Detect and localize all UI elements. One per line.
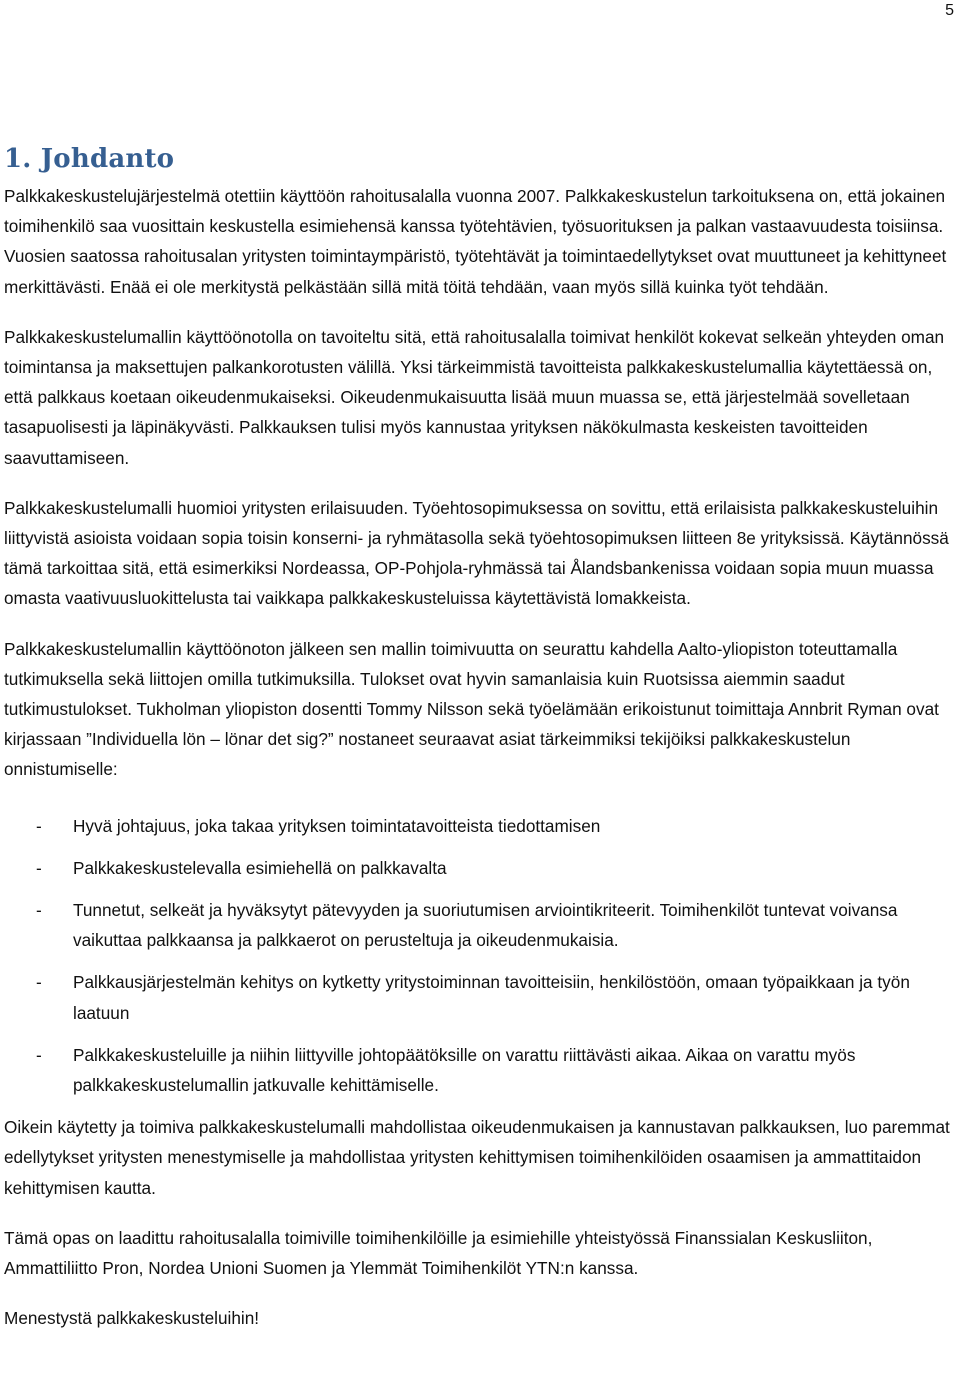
intro-paragraph-4: Palkkakeskustelumallin käyttöönoton jälkeen sen mallin toimivuutta on seurattu kahdella Aalto-yliopiston toteuttamalla tutkimuksella sekä liittojen omilla tutkimuksilla. Tulokset ovat hyvin samanlaisia kuin Ruotsissa aiemmin saadut tutkimustulokset. Tukholman yliopiston dosentti Tommy Nilsson sekä työelämään erikoistunut toimittaja Annbrit Ryman ovat kirjassaan ”Individuella lön – lönar det sig?” nostaneet seuraavat asiat tärkeimmiksi tekijöiksi palkkakeskustelun onnistumiselle: (4, 638, 939, 780)
list-item: - Palkkakeskustelevalla esimiehellä on palkkavalta (4, 853, 956, 883)
closing-greeting: Menestystä palkkakeskusteluihin! (4, 1308, 260, 1329)
closing-paragraph-2: Tämä opas on laadittu rahoitusalalla toimiville toimihenkilöille ja esimiehille yhteistyössä Finanssialan Keskusliiton, Ammattiliitto Pron, Nordea Unioni Suomen ja Ylemmät Toimihenkilöt YTN:n kanssa. (4, 1227, 873, 1279)
page-number: 5 (945, 2, 954, 19)
list-item: - Hyvä johtajuus, joka takaa yrityksen toimintatavoitteista tiedottamisen (4, 811, 956, 841)
intro-paragraph-2: Palkkakeskustelumallin käyttöönotolla on tavoiteltu sitä, että rahoitusalalla toimivat henkilöt kokevat selkeän yhteyden oman toimintansa ja maksettujen palkankorotusten välillä. Yksi tärkeimmistä tavoitteista palkkakeskustelumallia käytettäessä on, että palkkaus koetaan oikeudenmukaiseksi. Oikeudenmukaisuutta lisää muun muassa se, että järjestelmää sovelletaan tasapuolisesti ja läpinäkyvästi. Palkkauksen tulisi myös kannustaa yrityksen näkökulmasta keskeisten tavoitteiden saavuttamiseen. (4, 326, 945, 468)
section-heading: 1. Johdanto (4, 144, 175, 174)
success-factors-list (4, 811, 956, 1101)
list-item: - Palkkausjärjestelmän kehitys on kytketty yritystoiminnan tavoitteisiin, henkilöstöön, omaan työpaikkaan ja työn laatuun (4, 967, 956, 1027)
list-item: - Palkkakeskusteluille ja niihin liittyville johtopäätöksille on varattu riittävästi aikaa. Aikaa on varattu myös palkkakeskustelumallin jatkuvalle kehittämiselle. (4, 1040, 956, 1100)
closing-paragraph-1: Oikein käytetty ja toimiva palkkakeskustelumalli mahdollistaa oikeudenmukaisen ja kannustavan palkkauksen, luo paremmat edellytykset yritysten menestymiselle ja mahdollistaa yritysten kehittymisen toimihenkilöiden osaamisen ja ammattitaidon kehittymisen kautta. (4, 1117, 950, 1198)
intro-paragraph-1: Palkkakeskustelujärjestelmä otettiin käyttöön rahoitusalalla vuonna 2007. Palkkakeskustelun tarkoituksena on, että jokainen toimihenkilö saa vuosittain keskustella esimiehensä kanssa työtehtävien, työsuorituksen ja palkan vastaavuudesta toisiinsa. Vuosien saatossa rahoitusalan yritysten toimintaympäristö, työtehtävät ja toimintaedellytykset ovat muuttuneet ja kehittyneet merkittävästi. Enää ei ole merkitystä pelkästään sillä mitä töitä tehdään, vaan myös sillä kuinka työt tehdään. (4, 186, 947, 297)
document-body (4, 181, 956, 1354)
intro-paragraph-3: Palkkakeskustelumalli huomioi yritysten erilaisuuden. Työehtosopimuksessa on sovittu, että erilaisista palkkakeskusteluihin liittyvistä asioista voidaan sopia toisin konserni- ja ryhmätasolla sekä työehtosopimuksen liitteen 8e yrityksissä. Käytännössä tämä tarkoittaa sitä, että esimerkiksi Nordeassa, OP-Pohjola-ryhmässä tai Ålandsbankenissa voidaan sopia muun muassa omasta vaativuusluokittelusta tai vaikkapa palkkakeskusteluissa käytettävistä lomakkeista. (4, 497, 949, 609)
list-item: - Tunnetut, selkeät ja hyväksytyt pätevyyden ja suoriutumisen arviointikriteerit. Toimihenkilöt tuntevat voivansa vaikuttaa palkkaansa ja palkkaerot on perusteltuja ja oikeudenmukaisia. (4, 895, 956, 955)
